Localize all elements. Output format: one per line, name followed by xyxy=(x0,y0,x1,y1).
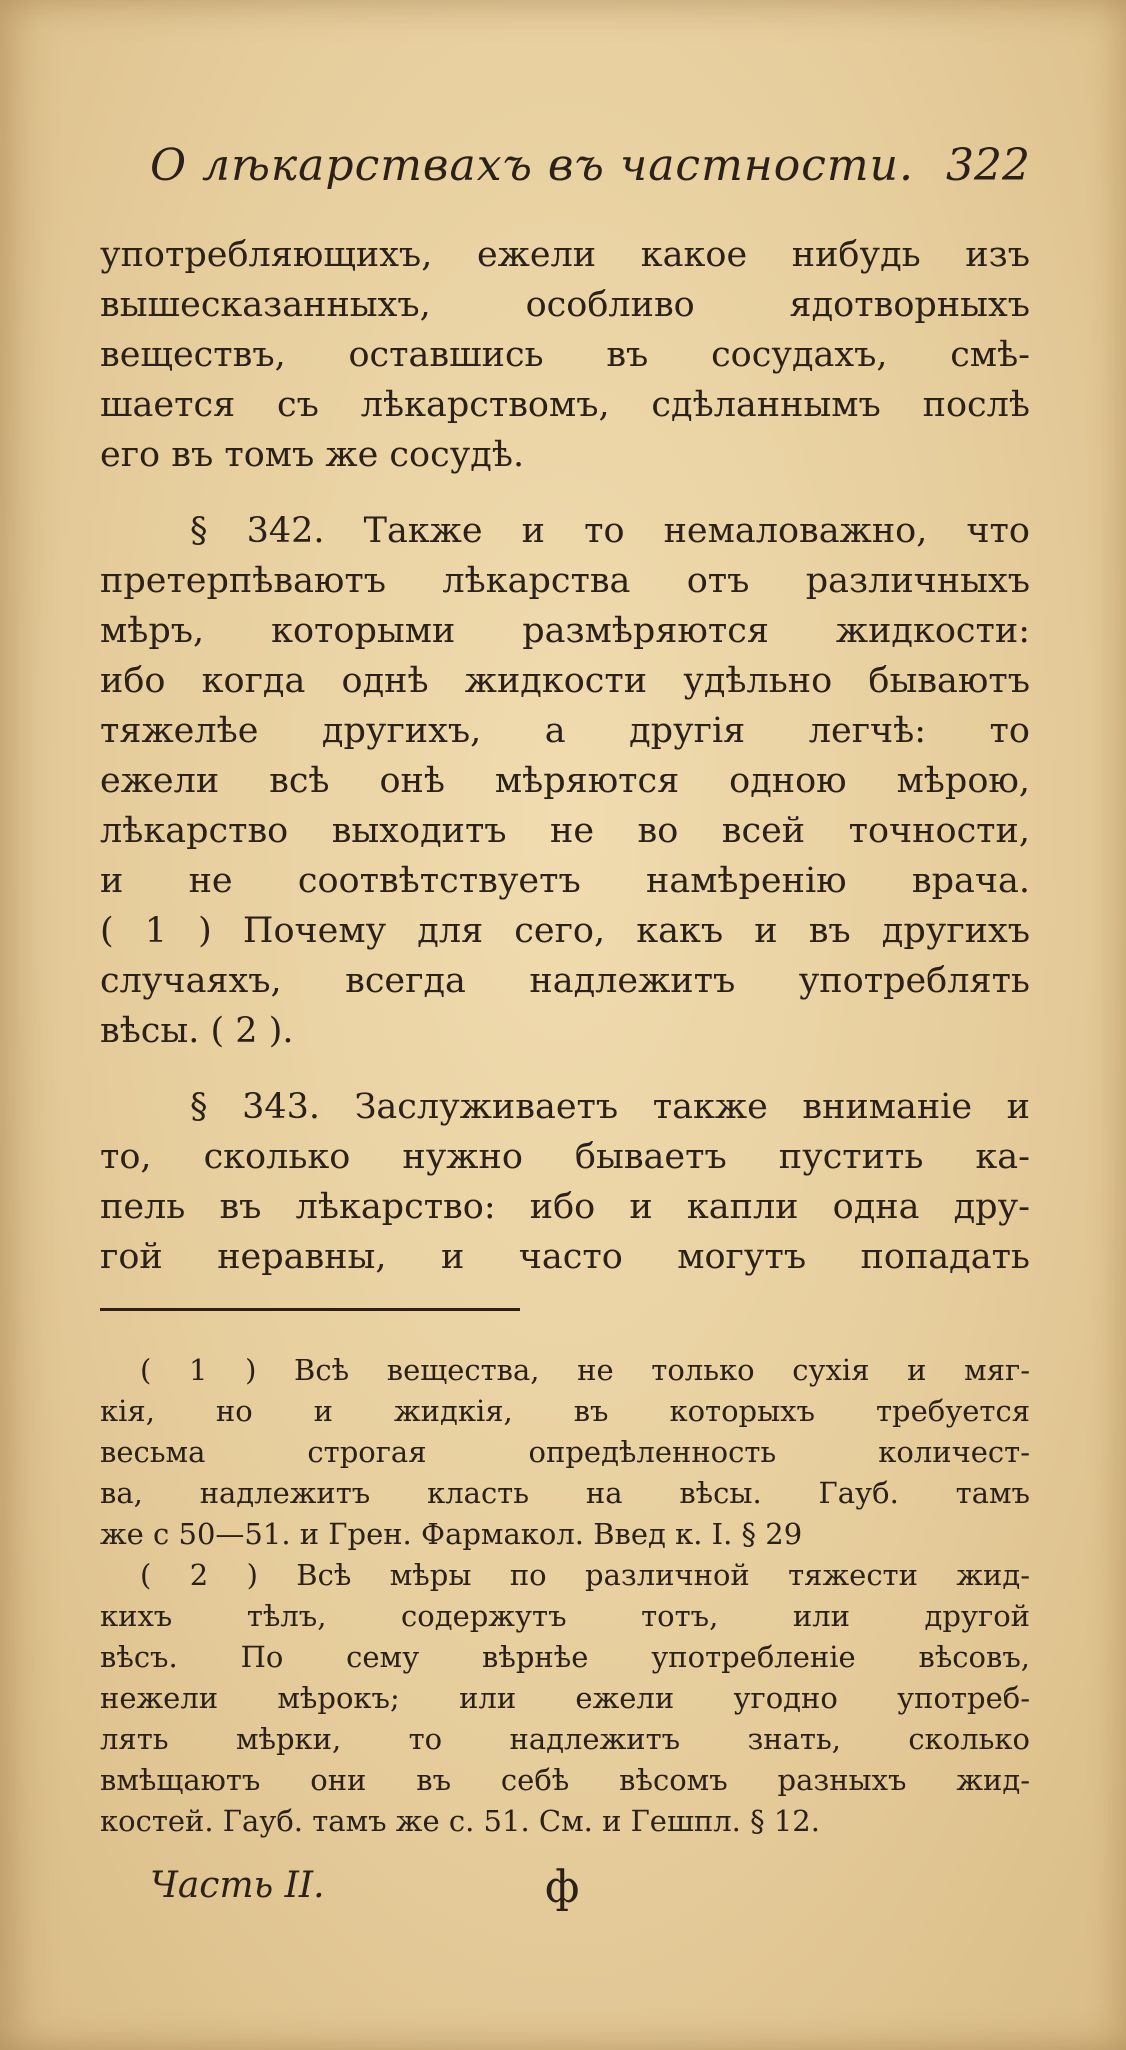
footnote-1 xyxy=(100,1350,1030,1555)
text-line: лѣкарство выходитъ не во всей точности, xyxy=(100,811,1030,851)
footnote-line: вмѣщаютъ они въ себѣ вѣсомъ разныхъ жид- xyxy=(100,1763,1030,1797)
paragraph-gap xyxy=(100,480,1030,506)
footnotes xyxy=(100,1350,1030,1842)
text-line: и не соотвѣтствуетъ намѣренію врача. xyxy=(100,861,1030,901)
footnote-line: ва, надлежитъ класть на вѣсы. Гауб. тамъ xyxy=(100,1476,1030,1510)
text-line: случаяхъ, всегда надлежитъ употреблять xyxy=(100,961,1030,1001)
text-line: ежели всѣ онѣ мѣряются одною мѣрою, xyxy=(100,761,1030,801)
footnote-2 xyxy=(100,1555,1030,1842)
paragraph-gap xyxy=(100,1056,1030,1082)
text-line: мѣръ, которыми размѣряются жидкости: xyxy=(100,611,1030,651)
text-line: употребляющихъ, ежели какое нибудь изъ xyxy=(100,235,1030,275)
footnote-line: лять мѣрки, то надлежитъ знать, сколько xyxy=(100,1722,1030,1756)
footnote-line: кихъ тѣлъ, содержутъ тотъ, или другой xyxy=(100,1599,1030,1633)
text-line: гой неравны, и часто могутъ попадать xyxy=(100,1237,1030,1277)
text-line: ибо когда однѣ жидкости удѣльно бываютъ xyxy=(100,661,1030,701)
footnote-line: вѣсъ. По сему вѣрнѣе употребленіе вѣсовъ, xyxy=(100,1640,1030,1674)
signature-mark: ф xyxy=(545,1862,580,1913)
paragraph-343 xyxy=(100,1082,1030,1282)
text-line: тяжелѣе другихъ, а другія легчѣ: то xyxy=(100,711,1030,751)
footnote-line: костей. Гауб. тамъ же с. 51. См. и Гешпл. § 12. xyxy=(100,1804,820,1838)
text-line: ( 1 ) Почему для сего, какъ и въ другихъ xyxy=(100,911,1030,951)
paragraph-342 xyxy=(100,506,1030,1056)
footnote-line: нежели мѣрокъ; или ежели угодно употреб- xyxy=(100,1681,1030,1715)
footnote-line: ( 1 ) Всѣ вещества, не только сухія и мяг- xyxy=(140,1353,1030,1387)
signature-line: Часть II. xyxy=(150,1865,325,1906)
footnote-line: кія, но и жидкія, въ которыхъ требуется xyxy=(100,1394,1030,1428)
footnote-line: весьма строгая опредѣленность количест- xyxy=(100,1435,1030,1469)
text-line: вышесказанныхъ, особливо ядотворныхъ xyxy=(100,285,1030,325)
footnote-line: же с 50—51. и Грен. Фармакол. Введ к. I. § 29 xyxy=(100,1517,803,1551)
footnote-divider xyxy=(100,1308,520,1311)
page-header xyxy=(150,140,1030,200)
page-number: 322 xyxy=(946,140,1030,191)
text-line: претерпѣваютъ лѣкарства отъ различныхъ xyxy=(100,561,1030,601)
text-line: его въ томъ же сосудѣ. xyxy=(100,435,525,475)
text-line: шается съ лѣкарствомъ, сдѣланнымъ послѣ xyxy=(100,385,1030,425)
text-line: § 342. Также и то немаловажно, что xyxy=(190,511,1030,551)
text-line: пель въ лѣкарство: ибо и капли одна дру- xyxy=(100,1187,1030,1227)
running-head: О лѣкарствахъ въ частности. xyxy=(150,140,914,191)
text-line: § 343. Заслуживаетъ также вниманіе и xyxy=(190,1087,1030,1127)
text-line: то, сколько нужно бываетъ пустить ка- xyxy=(100,1137,1030,1177)
text-line: вѣсы. ( 2 ). xyxy=(100,1011,294,1051)
main-text xyxy=(100,230,1030,1282)
paragraph-continuation xyxy=(100,230,1030,480)
footnote-line: ( 2 ) Всѣ мѣры по различной тяжести жид- xyxy=(140,1558,1030,1592)
text-line: веществъ, оставшись въ сосудахъ, смѣ- xyxy=(100,335,1030,375)
